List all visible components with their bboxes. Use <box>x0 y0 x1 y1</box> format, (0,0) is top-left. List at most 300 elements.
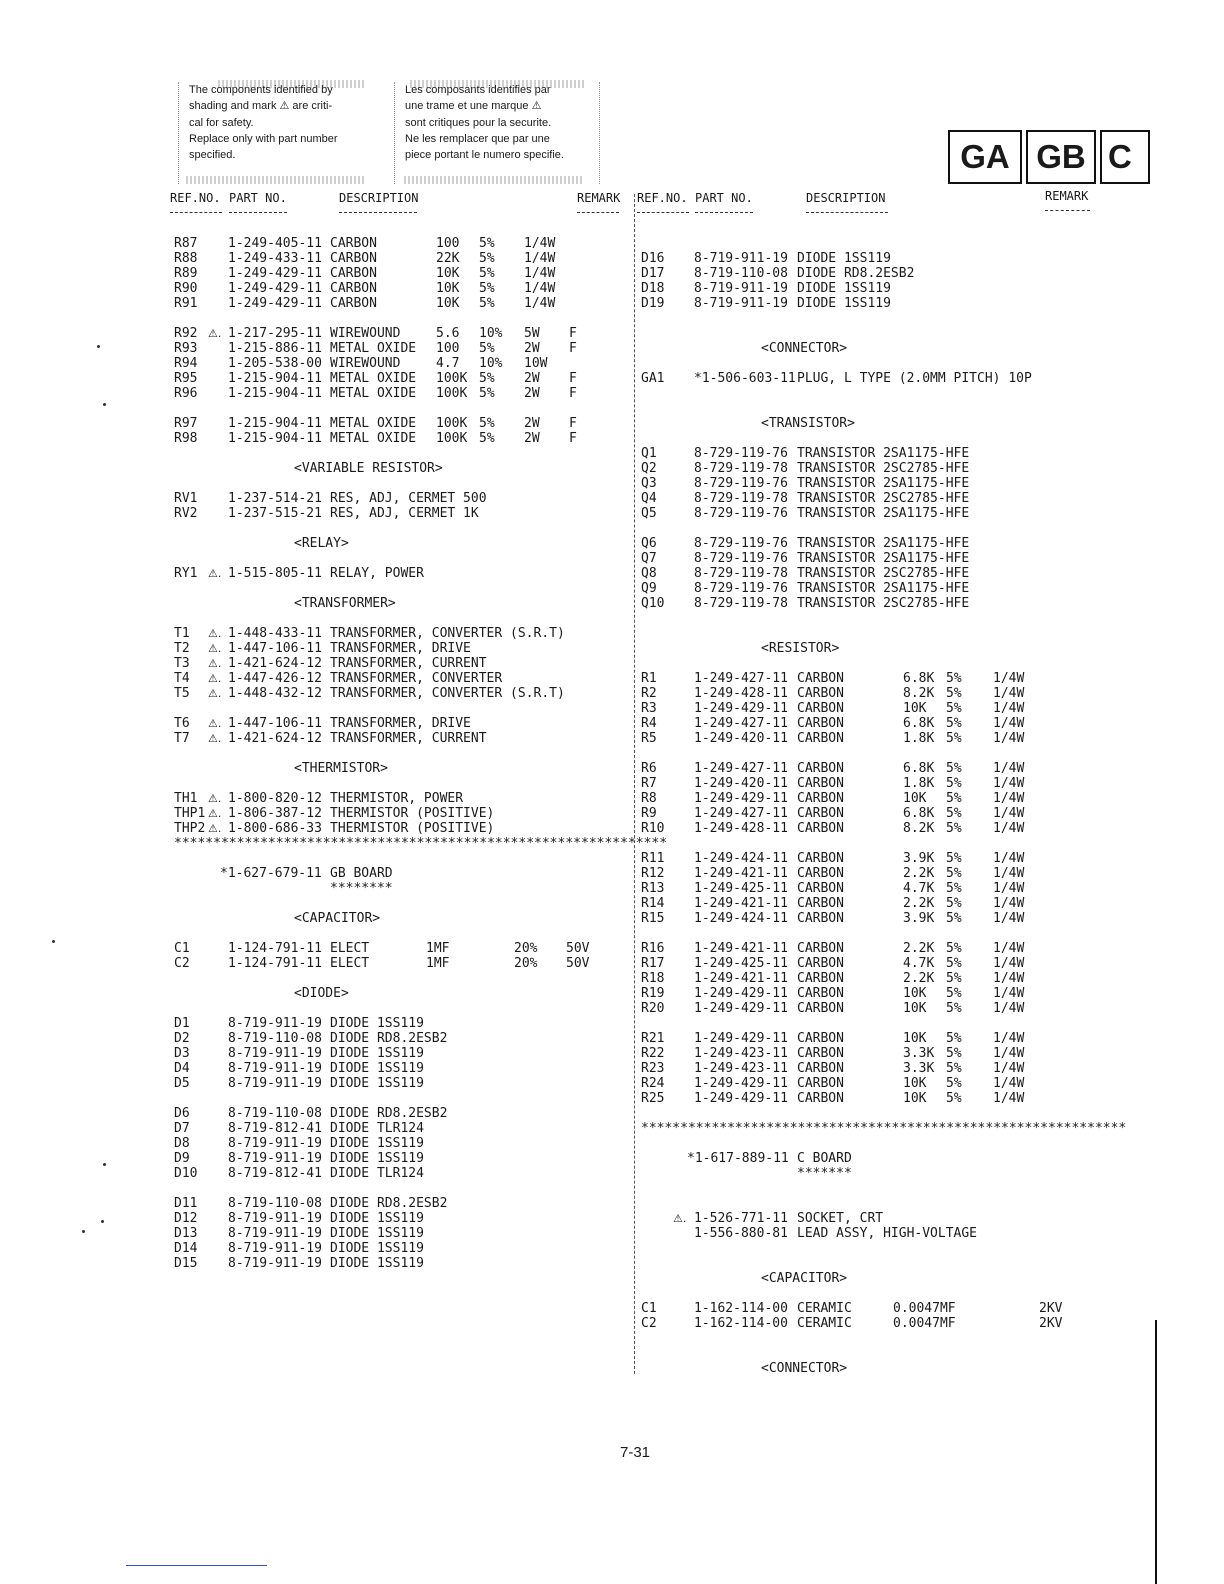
part-row <box>641 1076 1111 1091</box>
ref-no: R15 <box>641 911 665 926</box>
part-row <box>641 791 1111 806</box>
description: DIODE 1SS119 <box>330 1241 424 1256</box>
part-row <box>174 566 630 581</box>
section-heading <box>174 986 630 1001</box>
spacer <box>174 1181 630 1196</box>
ref-no: D19 <box>641 296 665 311</box>
part-row <box>641 671 1111 686</box>
rating: 1/4W <box>993 821 1025 836</box>
value: 3.9K <box>903 851 935 866</box>
spacer <box>174 521 630 536</box>
spacer <box>641 926 1111 941</box>
ref-no: R88 <box>174 251 198 266</box>
description: METAL OXIDE <box>330 431 417 446</box>
notice-line: Les composants identifies par <box>405 84 551 96</box>
part-no: 8-729-119-76 <box>694 551 788 566</box>
ref-no: D9 <box>174 1151 190 1166</box>
notice-line: specified. <box>189 149 236 162</box>
part-row <box>174 1226 630 1241</box>
section-heading <box>641 341 1111 356</box>
part-no: *1-506-603-11 <box>694 371 796 386</box>
part-no: 1-447-106-11 <box>228 716 322 731</box>
part-row <box>174 1136 630 1151</box>
board-stars: ******* <box>797 1166 852 1181</box>
description: THERMISTOR (POSITIVE) <box>330 806 495 821</box>
ref-no: R14 <box>641 896 665 911</box>
section-title: <TRANSFORMER> <box>294 596 396 611</box>
part-row <box>641 1061 1111 1076</box>
spacer <box>641 1286 1111 1301</box>
part-no: 1-515-805-11 <box>228 566 322 581</box>
rating: 2W <box>524 371 540 386</box>
part-row <box>174 371 630 386</box>
description: CARBON <box>797 731 844 746</box>
part-no: 1-249-429-11 <box>228 296 322 311</box>
ref-no: D17 <box>641 266 665 281</box>
spacer <box>174 581 630 596</box>
board-underline <box>641 1166 1111 1181</box>
rating: 1/4W <box>993 1046 1025 1061</box>
description: TRANSFORMER, CONVERTER <box>330 671 503 686</box>
star-separator: *************************************************************** <box>174 836 668 851</box>
ref-no: T3 <box>174 656 190 671</box>
tolerance: 5% <box>479 296 495 311</box>
rating: 2W <box>524 341 540 356</box>
spacer <box>641 1241 1111 1256</box>
value: 100K <box>436 371 468 386</box>
ref-no: R16 <box>641 941 665 956</box>
part-no: 8-719-110-08 <box>228 1106 322 1121</box>
ref-no: R12 <box>641 866 665 881</box>
value: 10K <box>436 266 460 281</box>
spacer <box>174 446 630 461</box>
description: CARBON <box>797 776 844 791</box>
safety-notice-en <box>178 82 384 184</box>
value: 3.3K <box>903 1061 935 1076</box>
remark: F <box>569 386 577 401</box>
value: 2.2K <box>903 896 935 911</box>
part-no: 8-719-812-41 <box>228 1166 322 1181</box>
part-row <box>174 791 630 806</box>
rating: 2KV <box>1039 1301 1063 1316</box>
part-no: 1-249-429-11 <box>694 791 788 806</box>
section-title: <CONNECTOR> <box>761 341 848 356</box>
ref-no: R96 <box>174 386 198 401</box>
value: 1MF <box>426 956 450 971</box>
part-row <box>641 986 1111 1001</box>
description: TRANSFORMER, CONVERTER (S.R.T) <box>330 686 565 701</box>
ref-no: Q2 <box>641 461 657 476</box>
part-no: 1-249-427-11 <box>694 761 788 776</box>
part-no: 1-205-538-00 <box>228 356 322 371</box>
description: CARBON <box>797 1031 844 1046</box>
rating: 1/4W <box>993 881 1025 896</box>
part-no: 8-729-119-76 <box>694 536 788 551</box>
description: DIODE 1SS119 <box>330 1151 424 1166</box>
tolerance: 5% <box>946 1046 962 1061</box>
rating: 1/4W <box>524 281 556 296</box>
tolerance: 5% <box>946 1031 962 1046</box>
ref-no: R17 <box>641 956 665 971</box>
description: DIODE RD8.2ESB2 <box>330 1031 448 1046</box>
ref-no: D5 <box>174 1076 190 1091</box>
section-heading <box>174 536 630 551</box>
part-no: 1-215-904-11 <box>228 431 322 446</box>
part-row <box>174 716 630 731</box>
part-row <box>641 1031 1111 1046</box>
part-no: 1-215-904-11 <box>228 416 322 431</box>
part-row <box>641 761 1111 776</box>
spacer <box>174 746 630 761</box>
part-no: 8-719-911-19 <box>228 1046 322 1061</box>
part-no: 8-719-911-19 <box>228 1016 322 1031</box>
description: DIODE 1SS119 <box>330 1226 424 1241</box>
part-row <box>174 806 630 821</box>
part-row <box>174 296 630 311</box>
ref-no: R98 <box>174 431 198 446</box>
part-row <box>641 536 1111 551</box>
part-row <box>641 1316 1111 1331</box>
part-no: 8-729-119-76 <box>694 581 788 596</box>
part-no: 1-249-424-11 <box>694 851 788 866</box>
ref-no: Q8 <box>641 566 657 581</box>
model-box-ga: GA <box>948 130 1022 184</box>
ref-no: R97 <box>174 416 198 431</box>
description: ELECT <box>330 941 370 956</box>
part-no: 1-237-515-21 <box>228 506 322 521</box>
part-no: 8-719-911-19 <box>228 1241 322 1256</box>
value: 100K <box>436 386 468 401</box>
part-no: 8-729-119-76 <box>694 476 788 491</box>
ref-no: R22 <box>641 1046 665 1061</box>
ref-no: RV2 <box>174 506 198 521</box>
spacer <box>641 626 1111 641</box>
tolerance: 5% <box>946 731 962 746</box>
rating: 1/4W <box>993 896 1025 911</box>
part-no: 1-249-429-11 <box>228 266 322 281</box>
safety-mark-icon: ⚠. <box>673 1212 687 1225</box>
rating: 10W <box>524 356 548 371</box>
value: 100 <box>436 236 460 251</box>
description: DIODE RD8.2ESB2 <box>330 1106 448 1121</box>
ref-no: R95 <box>174 371 198 386</box>
part-row <box>174 1256 630 1271</box>
part-no: 8-729-119-78 <box>694 461 788 476</box>
description: RES, ADJ, CERMET 500 <box>330 491 487 506</box>
part-row <box>641 1211 1111 1226</box>
value: 6.8K <box>903 671 935 686</box>
part-no: 1-249-427-11 <box>694 671 788 686</box>
part-row <box>174 1196 630 1211</box>
ref-no: D10 <box>174 1166 198 1181</box>
value: 1.8K <box>903 731 935 746</box>
tolerance: 5% <box>946 1091 962 1106</box>
part-row <box>174 506 630 521</box>
ref-no: R5 <box>641 731 657 746</box>
value: 4.7K <box>903 881 935 896</box>
rating: 1/4W <box>993 791 1025 806</box>
description: DIODE 1SS119 <box>330 1136 424 1151</box>
tolerance: 5% <box>946 896 962 911</box>
notice-line: sont critiques pour la securite. <box>405 116 552 129</box>
tolerance: 5% <box>946 1076 962 1091</box>
description: CARBON <box>797 761 844 776</box>
description: CARBON <box>797 866 844 881</box>
description: CARBON <box>330 236 377 251</box>
value: 10K <box>903 701 927 716</box>
ref-no: T6 <box>174 716 190 731</box>
ref-no: R11 <box>641 851 665 866</box>
rating: 1/4W <box>993 1091 1025 1106</box>
section-title: <RELAY> <box>294 536 349 551</box>
rating: 1/4W <box>524 266 556 281</box>
description: DIODE 1SS119 <box>330 1211 424 1226</box>
spacer <box>641 746 1111 761</box>
part-no: 1-526-771-11 <box>694 1211 788 1226</box>
ref-no: R89 <box>174 266 198 281</box>
remark: F <box>569 341 577 356</box>
part-row <box>174 431 630 446</box>
value: 10K <box>903 1031 927 1046</box>
part-row <box>174 266 630 281</box>
part-row <box>641 1301 1111 1316</box>
section-heading <box>174 596 630 611</box>
description: TRANSISTOR 2SA1175-HFE <box>797 581 970 596</box>
tolerance: 5% <box>946 821 962 836</box>
part-row <box>174 1121 630 1136</box>
description: CARBON <box>797 686 844 701</box>
ref-no: C2 <box>174 956 190 971</box>
rating: 50V <box>566 956 590 971</box>
ref-no: T7 <box>174 731 190 746</box>
part-no: 1-249-429-11 <box>694 1076 788 1091</box>
part-row <box>641 491 1111 506</box>
description: DIODE 1SS119 <box>797 251 891 266</box>
description: PLUG, L TYPE (2.0MM PITCH) 10P <box>797 371 1032 386</box>
rating: 1/4W <box>524 251 556 266</box>
spacer <box>641 326 1111 341</box>
description: WIREWOUND <box>330 356 401 371</box>
tolerance: 5% <box>479 281 495 296</box>
value: 100K <box>436 431 468 446</box>
part-no: 1-421-624-12 <box>228 656 322 671</box>
part-no: 8-729-119-76 <box>694 506 788 521</box>
value: 10K <box>903 791 927 806</box>
part-row <box>174 356 630 371</box>
tolerance: 5% <box>479 386 495 401</box>
part-row <box>641 731 1111 746</box>
part-no: 8-729-119-78 <box>694 491 788 506</box>
part-no: 1-249-423-11 <box>694 1046 788 1061</box>
safety-mark-icon: ⚠. <box>208 672 222 685</box>
description: METAL OXIDE <box>330 341 417 356</box>
header-part-no: PART NO. <box>229 191 287 205</box>
part-row <box>641 581 1111 596</box>
tolerance: 5% <box>946 686 962 701</box>
section-heading <box>641 641 1111 656</box>
spacer <box>641 836 1111 851</box>
ref-no: D1 <box>174 1016 190 1031</box>
spacer <box>174 776 630 791</box>
edge-bar <box>1155 1320 1157 1584</box>
part-row <box>641 911 1111 926</box>
spacer <box>174 971 630 986</box>
part-row <box>641 956 1111 971</box>
part-row <box>174 1016 630 1031</box>
spacer <box>174 611 630 626</box>
ref-no: R10 <box>641 821 665 836</box>
part-no: 1-249-421-11 <box>694 866 788 881</box>
board-stars: ******** <box>330 881 393 896</box>
ref-no: D13 <box>174 1226 198 1241</box>
part-no: 1-249-429-11 <box>694 1031 788 1046</box>
description: THERMISTOR, POWER <box>330 791 464 806</box>
tolerance: 5% <box>946 716 962 731</box>
value: 3.9K <box>903 911 935 926</box>
part-row <box>641 596 1111 611</box>
tolerance: 5% <box>946 971 962 986</box>
description: CERAMIC <box>797 1301 852 1316</box>
tolerance: 5% <box>946 776 962 791</box>
safety-mark-icon: ⚠. <box>208 642 222 655</box>
part-row <box>174 251 630 266</box>
part-no: 1-249-429-11 <box>694 701 788 716</box>
safety-mark-icon: ⚠. <box>208 687 222 700</box>
description: CARBON <box>797 1076 844 1091</box>
spacer <box>641 1136 1111 1151</box>
description: DIODE 1SS119 <box>330 1016 424 1031</box>
notice-line: The components identified by <box>189 84 333 96</box>
tolerance: 5% <box>479 371 495 386</box>
tolerance: 5% <box>946 806 962 821</box>
part-no: 1-249-429-11 <box>694 986 788 1001</box>
part-no: 1-237-514-21 <box>228 491 322 506</box>
value: 8.2K <box>903 821 935 836</box>
description: ELECT <box>330 956 370 971</box>
section-heading <box>174 761 630 776</box>
description: CARBON <box>797 791 844 806</box>
ref-no: R7 <box>641 776 657 791</box>
ref-no: R19 <box>641 986 665 1001</box>
part-no: 8-729-119-78 <box>694 566 788 581</box>
part-row <box>641 1226 1111 1241</box>
ref-no: D18 <box>641 281 665 296</box>
ref-no: R90 <box>174 281 198 296</box>
ref-no: R8 <box>641 791 657 806</box>
notice-line: piece portant le numero specifie. <box>405 149 564 162</box>
tolerance: 5% <box>946 791 962 806</box>
description: TRANSISTOR 2SC2785-HFE <box>797 491 970 506</box>
safety-mark-icon: ⚠. <box>208 807 222 820</box>
part-row <box>174 731 630 746</box>
ref-no: R23 <box>641 1061 665 1076</box>
ref-no: D2 <box>174 1031 190 1046</box>
description: THERMISTOR (POSITIVE) <box>330 821 495 836</box>
part-no: 1-249-420-11 <box>694 731 788 746</box>
tolerance: 20% <box>514 941 538 956</box>
value: 6.8K <box>903 806 935 821</box>
value: 4.7 <box>436 356 460 371</box>
ref-no: Q1 <box>641 446 657 461</box>
model-box-gb: GB <box>1026 130 1096 184</box>
description: METAL OXIDE <box>330 386 417 401</box>
spacer <box>641 356 1111 371</box>
section-heading <box>174 911 630 926</box>
description: CARBON <box>330 251 377 266</box>
part-row <box>174 956 630 971</box>
part-row <box>174 821 630 836</box>
description: CARBON <box>797 911 844 926</box>
board-part-no: *1-617-889-11 <box>687 1151 789 1166</box>
tolerance: 5% <box>946 1001 962 1016</box>
description: METAL OXIDE <box>330 416 417 431</box>
part-no: 8-719-911-19 <box>228 1256 322 1271</box>
part-no: 8-719-911-19 <box>694 251 788 266</box>
spacer <box>174 476 630 491</box>
spacer <box>174 926 630 941</box>
description: DIODE 1SS119 <box>330 1256 424 1271</box>
description: CARBON <box>797 806 844 821</box>
rating: 1/4W <box>993 761 1025 776</box>
part-no: 8-729-119-78 <box>694 596 788 611</box>
value: 0.0047MF <box>893 1301 956 1316</box>
part-row <box>641 851 1111 866</box>
description: CARBON <box>330 281 377 296</box>
description: CERAMIC <box>797 1316 852 1331</box>
tolerance: 5% <box>946 761 962 776</box>
spacer <box>641 386 1111 401</box>
tolerance: 10% <box>479 326 503 341</box>
notice-line: Ne les remplacer que par une <box>405 132 550 145</box>
value: 10K <box>903 986 927 1001</box>
tolerance: 5% <box>946 911 962 926</box>
safety-mark-icon: ⚠. <box>208 657 222 670</box>
part-no: 1-448-433-11 <box>228 626 322 641</box>
value: 5.6 <box>436 326 460 341</box>
description: RELAY, POWER <box>330 566 424 581</box>
safety-mark-icon: ⚠. <box>208 717 222 730</box>
part-row <box>641 461 1111 476</box>
ref-no: R6 <box>641 761 657 776</box>
ref-no: R2 <box>641 686 657 701</box>
tolerance: 5% <box>479 266 495 281</box>
part-row <box>641 296 1111 311</box>
part-no: 1-249-433-11 <box>228 251 322 266</box>
value: 10K <box>436 296 460 311</box>
tolerance: 5% <box>946 866 962 881</box>
safety-notice-fr <box>394 82 600 184</box>
ref-no: D11 <box>174 1196 198 1211</box>
section-title: <CONNECTOR> <box>761 1361 848 1376</box>
description: CARBON <box>330 266 377 281</box>
ref-no: Q9 <box>641 581 657 596</box>
value: 2.2K <box>903 866 935 881</box>
board-underline <box>174 881 630 896</box>
part-row <box>641 506 1111 521</box>
part-no: 1-447-426-12 <box>228 671 322 686</box>
part-row <box>641 821 1111 836</box>
part-no: 8-719-911-19 <box>228 1136 322 1151</box>
board-part-no: *1-627-679-11 <box>220 866 322 881</box>
ref-no: D6 <box>174 1106 190 1121</box>
safety-mark-icon: ⚠. <box>208 732 222 745</box>
part-no: 1-249-423-11 <box>694 1061 788 1076</box>
ref-no: T5 <box>174 686 190 701</box>
part-no: 1-448-432-12 <box>228 686 322 701</box>
description: TRANSISTOR 2SC2785-HFE <box>797 566 970 581</box>
description: CARBON <box>330 296 377 311</box>
description: CARBON <box>797 941 844 956</box>
